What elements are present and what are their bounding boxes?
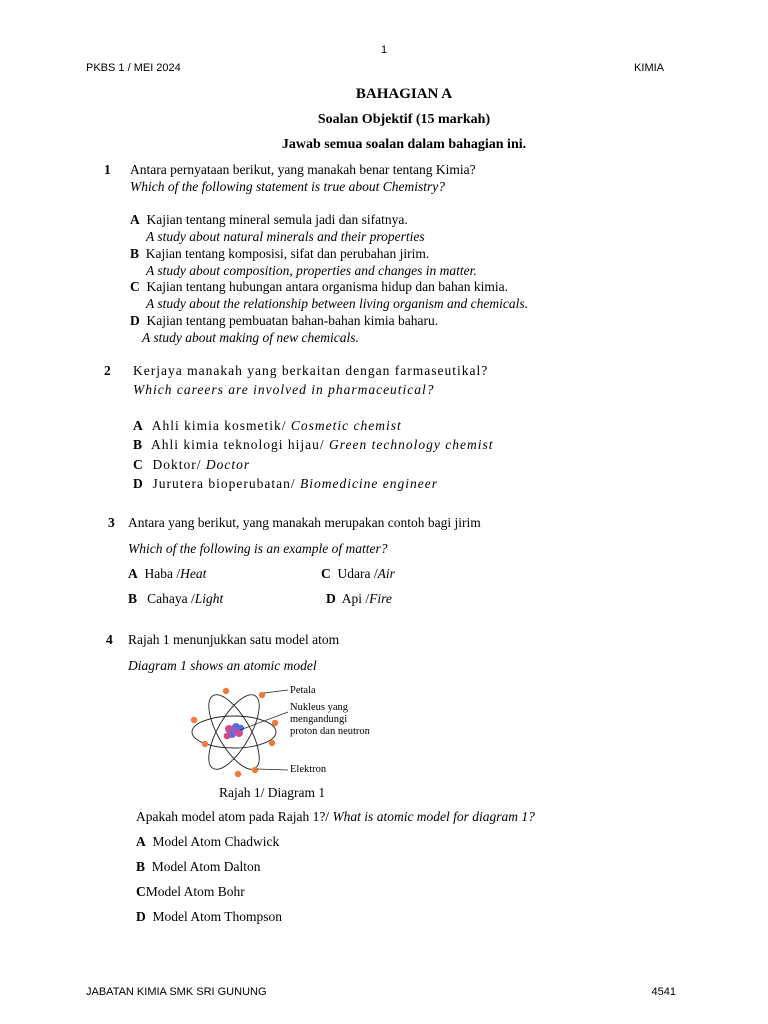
label-elektron: Elektron	[290, 764, 327, 775]
label-petala: Petala	[290, 685, 316, 696]
question-prompt-ms: Apakah model atom pada Rajah 1?/	[136, 809, 330, 824]
option-letter: A	[128, 566, 138, 581]
option-text-en: Heat	[180, 566, 207, 581]
leader-line	[240, 712, 288, 730]
option-text-ms: Ahli kimia teknologi hijau/	[151, 437, 325, 452]
option-a-en: A study about natural minerals and their properties	[146, 229, 425, 244]
option-letter: B	[128, 591, 138, 606]
option-a[interactable]	[133, 418, 402, 434]
option-text-ms: Cahaya /	[147, 591, 195, 606]
footer-left: JABATAN KIMIA SMK SRI GUNUNG	[86, 986, 267, 998]
option-text-ms: Ahli kimia kosmetik/	[151, 418, 287, 433]
option-letter: D	[130, 313, 140, 328]
electron	[269, 740, 275, 746]
option-text-ms: Kajian tentang pembuatan bahan-bahan kimia baharu.	[146, 313, 439, 328]
label-nucleus-line3: proton dan neutron	[290, 726, 370, 737]
option-d-en: A study about making of new chemicals.	[142, 330, 359, 345]
footer-right: 4541	[651, 986, 676, 998]
option-d[interactable]	[136, 909, 282, 925]
option-c[interactable]	[133, 457, 250, 473]
question-text-en: Which of the following is an example of matter?	[128, 541, 388, 556]
option-d[interactable]	[133, 476, 438, 492]
question-number: 4	[106, 632, 113, 647]
option-text-ms: Doktor/	[152, 457, 202, 472]
option-letter: B	[136, 859, 146, 874]
diagram-caption: Rajah 1/ Diagram 1	[219, 785, 326, 800]
option-text-en: Biomedicine engineer	[299, 476, 439, 491]
neutron	[238, 725, 244, 731]
option-letter: C	[321, 566, 331, 581]
section-instruction: Jawab semua soalan dalam bahagian ini.	[281, 137, 527, 152]
option-letter: B	[133, 437, 144, 452]
electron	[272, 720, 278, 726]
option-letter: D	[136, 909, 146, 924]
question-text-ms: Rajah 1 menunjukkan satu model atom	[128, 632, 340, 647]
electron	[202, 741, 208, 747]
option-letter: A	[130, 212, 140, 227]
leader-line	[264, 690, 288, 693]
electron	[235, 771, 241, 777]
atom-diagram	[180, 682, 300, 782]
question-number: 2	[104, 363, 111, 378]
option-text-en: Green technology chemist	[329, 437, 494, 452]
option-text: Model Atom Thompson	[152, 909, 283, 924]
option-b[interactable]	[136, 859, 261, 875]
electron	[252, 767, 258, 773]
proton	[224, 733, 231, 740]
option-letter: D	[133, 476, 144, 491]
option-c-en: A study about the relationship between living organism and chemicals.	[146, 296, 528, 311]
question-text-en: Diagram 1 shows an atomic model	[128, 658, 317, 673]
proton	[230, 727, 237, 734]
option-c[interactable]	[136, 884, 245, 900]
option-a[interactable]	[128, 566, 206, 582]
option-text-en: Fire	[369, 591, 392, 606]
electron	[191, 717, 197, 723]
question-text-ms: Kerjaya manakah yang berkaitan dengan farmaseutikal?	[133, 363, 489, 378]
section-subtitle: Soalan Objektif (15 markah)	[317, 112, 491, 127]
option-c[interactable]	[321, 566, 395, 582]
option-d[interactable]	[326, 591, 392, 607]
label-nucleus-line1: Nukleus yang	[290, 702, 349, 713]
option-letter: C	[136, 884, 146, 899]
nucleus	[224, 723, 245, 739]
option-text-ms: Haba /	[144, 566, 181, 581]
option-text-en: Air	[377, 566, 395, 581]
option-d[interactable]	[130, 313, 438, 329]
option-text-ms: Kajian tentang hubungan antara organisma hidup dan bahan kimia.	[146, 279, 509, 294]
option-text-ms: Udara /	[337, 566, 378, 581]
option-text-en: Cosmetic chemist	[290, 418, 402, 433]
question-number: 1	[104, 162, 111, 177]
option-b[interactable]	[133, 437, 493, 453]
question-text-ms: Antara yang berikut, yang manakah merupakan contoh bagi jirim	[128, 515, 481, 530]
option-text-ms: Kajian tentang mineral semula jadi dan sifatnya.	[146, 212, 408, 227]
question-prompt	[136, 809, 535, 825]
option-letter: C	[133, 457, 144, 472]
question-prompt-en: What is atomic model for diagram 1?	[332, 809, 535, 824]
option-letter: D	[326, 591, 336, 606]
option-c[interactable]	[130, 279, 508, 295]
option-b[interactable]	[128, 591, 223, 607]
option-text-en: Doctor	[205, 457, 251, 472]
option-text: Model Atom Dalton	[151, 859, 261, 874]
option-text-ms: Kajian tentang komposisi, sifat dan perubahan jirim.	[145, 246, 430, 261]
option-text-ms: Api /	[341, 591, 370, 606]
leader-lines	[240, 690, 288, 770]
option-letter: C	[130, 279, 140, 294]
page-number: 1	[380, 44, 388, 56]
section-title: BAHAGIAN A	[355, 86, 453, 102]
header-right: KIMIA	[634, 62, 664, 74]
electron	[223, 688, 229, 694]
option-b-en: A study about composition, properties and changes in matter.	[146, 263, 477, 278]
option-a[interactable]	[130, 212, 408, 228]
header-left: PKBS 1 / MEI 2024	[86, 62, 181, 74]
leader-line	[257, 769, 288, 770]
option-b[interactable]	[130, 246, 429, 262]
option-text-en: Light	[194, 591, 224, 606]
question-text-en: Which careers are involved in pharmaceutical?	[133, 382, 435, 397]
option-text-ms: Jurutera bioperubatan/	[152, 476, 296, 491]
question-text-ms: Antara pernyataan berikut, yang manakah benar tentang Kimia?	[130, 162, 476, 177]
label-nucleus-line2: mengandungi	[290, 714, 348, 725]
question-number: 3	[108, 515, 115, 530]
question-text-en: Which of the following statement is true about Chemistry?	[130, 179, 445, 194]
option-letter: B	[130, 246, 140, 261]
option-letter: A	[136, 834, 146, 849]
option-text: Model Atom Bohr	[145, 884, 245, 899]
option-a[interactable]	[136, 834, 279, 850]
option-letter: A	[133, 418, 144, 433]
option-text: Model Atom Chadwick	[152, 834, 280, 849]
